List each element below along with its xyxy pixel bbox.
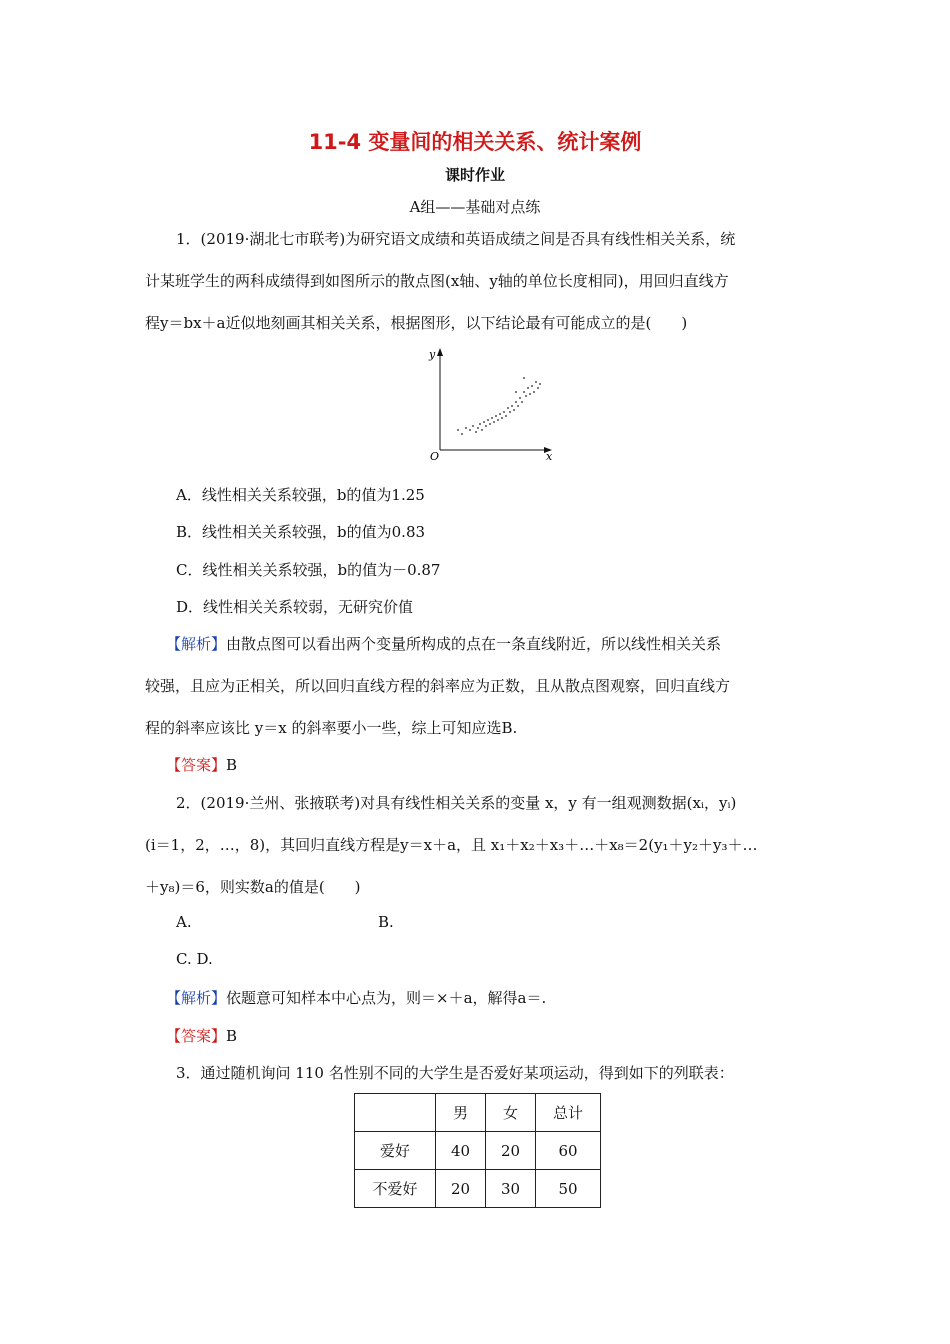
table-header-cell: 男 xyxy=(436,1094,486,1132)
table-header-cell: 女 xyxy=(486,1094,536,1132)
q2-option-cd: C. D. xyxy=(176,950,213,968)
page-title: 11-4 变量间的相关关系、统计案例 xyxy=(308,130,642,154)
table-cell: 20 xyxy=(486,1132,536,1170)
scatter-point xyxy=(491,417,493,419)
q1-line1: 1．(2019·湖北七市联考)为研究语文成绩和英语成绩之间是否具有线性相关关系，统 xyxy=(176,230,736,248)
origin-label: O xyxy=(430,450,440,463)
scatter-point xyxy=(497,419,499,421)
scatter-figure xyxy=(420,342,560,464)
scatter-point xyxy=(529,393,531,395)
scatter-point xyxy=(499,413,501,415)
table-cell: 40 xyxy=(436,1132,486,1170)
q1-analysis-line3: 程的斜率应该比 y＝x 的斜率要小一些，综上可知应选B. xyxy=(145,719,518,737)
q1-option-a: A．线性相关关系较强，b的值为1.25 xyxy=(176,486,425,504)
scatter-point xyxy=(493,421,495,423)
q2-option-a: A. xyxy=(176,913,192,931)
q2-analysis: 【解析】依题意可知样本中心点为，则＝×＋a，解得a＝. xyxy=(166,989,547,1007)
table-header-cell: 总计 xyxy=(536,1094,601,1132)
scatter-point xyxy=(509,411,511,413)
scatter-point xyxy=(511,405,513,407)
x-axis-label: x xyxy=(546,450,553,463)
answer-tag: 【答案】 xyxy=(166,756,227,774)
q1-option-d: D．线性相关关系较弱，无研究价值 xyxy=(176,598,414,616)
page-subtitle: 课时作业 xyxy=(444,166,505,184)
scatter-point xyxy=(515,401,517,403)
scatter-point xyxy=(501,417,503,419)
scatter-point xyxy=(481,429,483,431)
scatter-point xyxy=(517,405,519,407)
scatter-point xyxy=(525,395,527,397)
scatter-point xyxy=(523,391,525,393)
scatter-point xyxy=(539,383,541,385)
scatter-point xyxy=(472,425,474,427)
scatter-point xyxy=(489,423,491,425)
scatter-point xyxy=(537,387,539,389)
y-axis-label: y xyxy=(429,348,436,361)
table-header-cell xyxy=(355,1094,436,1132)
q3-line1: 3．通过随机询问 110 名性别不同的大学生是否爱好某项运动，得到如下的列联表： xyxy=(176,1064,734,1082)
q1-analysis-line1: 【解析】由散点图可以看出两个变量所构成的点在一条直线附近，所以线性相关关系 xyxy=(166,635,722,653)
scatter-point xyxy=(477,427,479,429)
table-cell: 20 xyxy=(436,1170,486,1208)
scatter-point xyxy=(527,387,529,389)
scatter-point xyxy=(457,429,459,431)
scatter-point xyxy=(465,427,467,429)
scatter-point xyxy=(475,431,477,433)
scatter-point xyxy=(461,433,463,435)
q1-analysis-line2: 较强，且应为正相关，所以回归直线方程的斜率应为正数，且从散点图观察，回归直线方 xyxy=(145,677,731,695)
q2-option-b: B. xyxy=(378,913,394,931)
scatter-point xyxy=(535,381,537,383)
table-header-row xyxy=(355,1094,601,1132)
q1-answer: 【答案】B xyxy=(166,756,238,774)
contingency-table xyxy=(354,1093,601,1208)
scatter-point xyxy=(495,415,497,417)
q2-line2: (i＝1，2，…，8)，其回归直线方程是y＝x＋a，且 x₁＋x₂＋x₃＋…＋x₈＝2(y₁＋y₂＋y₃＋… xyxy=(145,836,758,854)
table-cell: 不爱好 xyxy=(355,1170,436,1208)
q2-line3: ＋y₈)＝6，则实数a的值是( ) xyxy=(145,878,361,896)
q1-line2: 计某班学生的两科成绩得到如图所示的散点图(x轴、y轴的单位长度相同)，用回归直线方 xyxy=(145,272,729,290)
scatter-point xyxy=(485,425,487,427)
scatter-point xyxy=(503,411,505,413)
scatter-point xyxy=(469,429,471,431)
table-cell: 50 xyxy=(536,1170,601,1208)
table-cell: 30 xyxy=(486,1170,536,1208)
scatter-point xyxy=(531,385,533,387)
q2-answer: 【答案】B xyxy=(166,1027,238,1045)
scatter-point xyxy=(479,423,481,425)
q1-option-c: C．线性相关关系较强，b的值为－0.87 xyxy=(176,561,441,579)
q2-line1: 2．(2019·兰州、张掖联考)对具有线性相关关系的变量 x，y 有一组观测数据(xᵢ，yᵢ) xyxy=(176,794,737,812)
scatter-point xyxy=(505,415,507,417)
q1-line3: 程y＝bx＋a近似地刻画其相关关系，根据图形，以下结论最有可能成立的是( ) xyxy=(145,314,688,332)
scatter-point xyxy=(483,421,485,423)
group-heading: A组——基础对点练 xyxy=(409,198,541,216)
table-row xyxy=(355,1132,601,1170)
scatter-point xyxy=(533,391,535,393)
table-cell: 爱好 xyxy=(355,1132,436,1170)
analysis-tag: 【解析】 xyxy=(166,635,227,653)
scatter-point xyxy=(523,377,525,379)
scatter-point xyxy=(487,419,489,421)
scatter-point xyxy=(519,397,521,399)
answer-tag: 【答案】 xyxy=(166,1027,227,1045)
table-row xyxy=(355,1170,601,1208)
scatter-point xyxy=(521,401,523,403)
scatter-point xyxy=(507,407,509,409)
q1-option-b: B．线性相关关系较强，b的值为0.83 xyxy=(176,523,426,541)
table-cell: 60 xyxy=(536,1132,601,1170)
analysis-tag: 【解析】 xyxy=(166,989,227,1007)
scatter-point xyxy=(515,391,517,393)
scatter-point xyxy=(513,409,515,411)
